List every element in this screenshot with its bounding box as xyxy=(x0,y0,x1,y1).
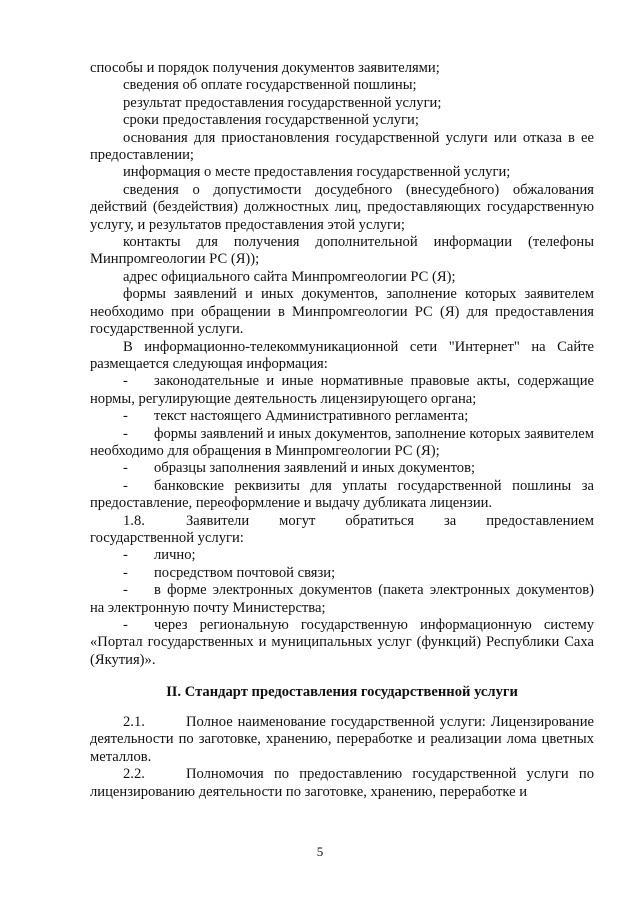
section2-body xyxy=(90,714,594,801)
paragraph: сведения о допустимости досудебного (внесудебного) обжалования действий (бездействия) должностных лиц, предоставляющих государственную услугу, и результатов предоставления этой услуги; xyxy=(90,181,594,233)
list-item-text: через региональную государственную информационную систему «Портал государственных и муниципальных услуг (функций) Республики Саха (Якутия)». xyxy=(90,617,594,668)
list-item xyxy=(90,617,594,669)
list-item xyxy=(90,478,594,513)
dash-marker: - xyxy=(123,477,128,494)
section1-body xyxy=(90,60,594,669)
dash-marker: - xyxy=(123,408,128,425)
section-heading: II. Стандарт предоставления государственной услуги xyxy=(166,684,518,700)
dash-marker: - xyxy=(123,425,128,442)
paragraph: контакты для получения дополнительной информации (телефоны Минпромгеологии РС (Я)); xyxy=(90,234,594,268)
list-item xyxy=(90,373,594,408)
paragraph: формы заявлений и иных документов, заполнение которых заявителем необходимо при обращении в Минпромгеологии РС (Я) для предоставления государственной услуги. xyxy=(90,286,594,338)
list-item xyxy=(90,547,594,564)
clause-number: 2.2. xyxy=(123,766,145,783)
page-number: 5 xyxy=(316,844,324,859)
list-item xyxy=(90,460,594,477)
paragraph-2-2 xyxy=(90,766,594,801)
list-item-text: формы заявлений и иных документов, заполнение которых заявителем необходимо для обращения в Минпромгеологии РС (Я); xyxy=(90,425,594,459)
list-item-text: текст настоящего Административного регламента; xyxy=(154,408,469,425)
clause-number: 1.8. xyxy=(123,512,145,529)
list-item xyxy=(90,565,594,582)
paragraph: В информационно-телекоммуникационной сети "Интернет" на Сайте размещается следующая информация: xyxy=(90,338,594,372)
dash-marker: - xyxy=(123,460,128,477)
dash-marker: - xyxy=(123,564,128,581)
clause-text: Полномочия по предоставлению государственной услуги по лицензированию деятельности по заготовке, хранению, переработке и xyxy=(90,766,594,800)
paragraph: результат предоставления государственной услуги; xyxy=(123,94,442,111)
dash-marker: - xyxy=(123,617,128,633)
dash-marker: - xyxy=(123,373,128,390)
paragraph: основания для приостановления государственной услуги или отказа в ее предоставлении; xyxy=(90,129,594,164)
list-item-text: образцы заполнения заявлений и иных документов; xyxy=(154,460,476,477)
list-item-text: посредством почтовой связи; xyxy=(154,564,336,581)
list-item-text: в форме электронных документов (пакета электронных документов) на электронную почту Министерства; xyxy=(90,582,594,616)
list-item-text: законодательные и иные нормативные правовые акты, содержащие нормы, регулирующие деятельность лицензирующего органа; xyxy=(90,373,594,407)
dash-marker: - xyxy=(123,547,128,564)
list-item-text: банковские реквизиты для уплаты государственной пошлины за предоставление, переоформление и выдачу дубликата лицензии. xyxy=(90,477,594,512)
paragraph: адрес официального сайта Минпромгеологии РС (Я); xyxy=(123,268,456,285)
list-item xyxy=(90,426,594,461)
paragraph-2-1 xyxy=(90,714,594,766)
clause-text: Полное наименование государственной услуги: Лицензирование деятельности по заготовке, хранению, переработке и реализации лома цветных металлов. xyxy=(90,714,594,765)
paragraph: сроки предоставления государственной услуги; xyxy=(123,112,419,129)
paragraph: информация о месте предоставления государственной услуги; xyxy=(123,164,511,181)
list-item-text: лично; xyxy=(154,547,196,564)
clause-number: 2.1. xyxy=(123,714,145,730)
paragraph: способы и порядок получения документов заявителями; xyxy=(90,60,440,76)
paragraph-1-8 xyxy=(90,513,594,548)
dash-marker: - xyxy=(123,582,128,599)
paragraph: сведения об оплате государственной пошлины; xyxy=(123,77,417,94)
clause-text: Заявители могут обратиться за предоставлением государственной услуги: xyxy=(90,512,594,546)
list-item xyxy=(90,582,594,617)
list-item xyxy=(90,408,594,425)
